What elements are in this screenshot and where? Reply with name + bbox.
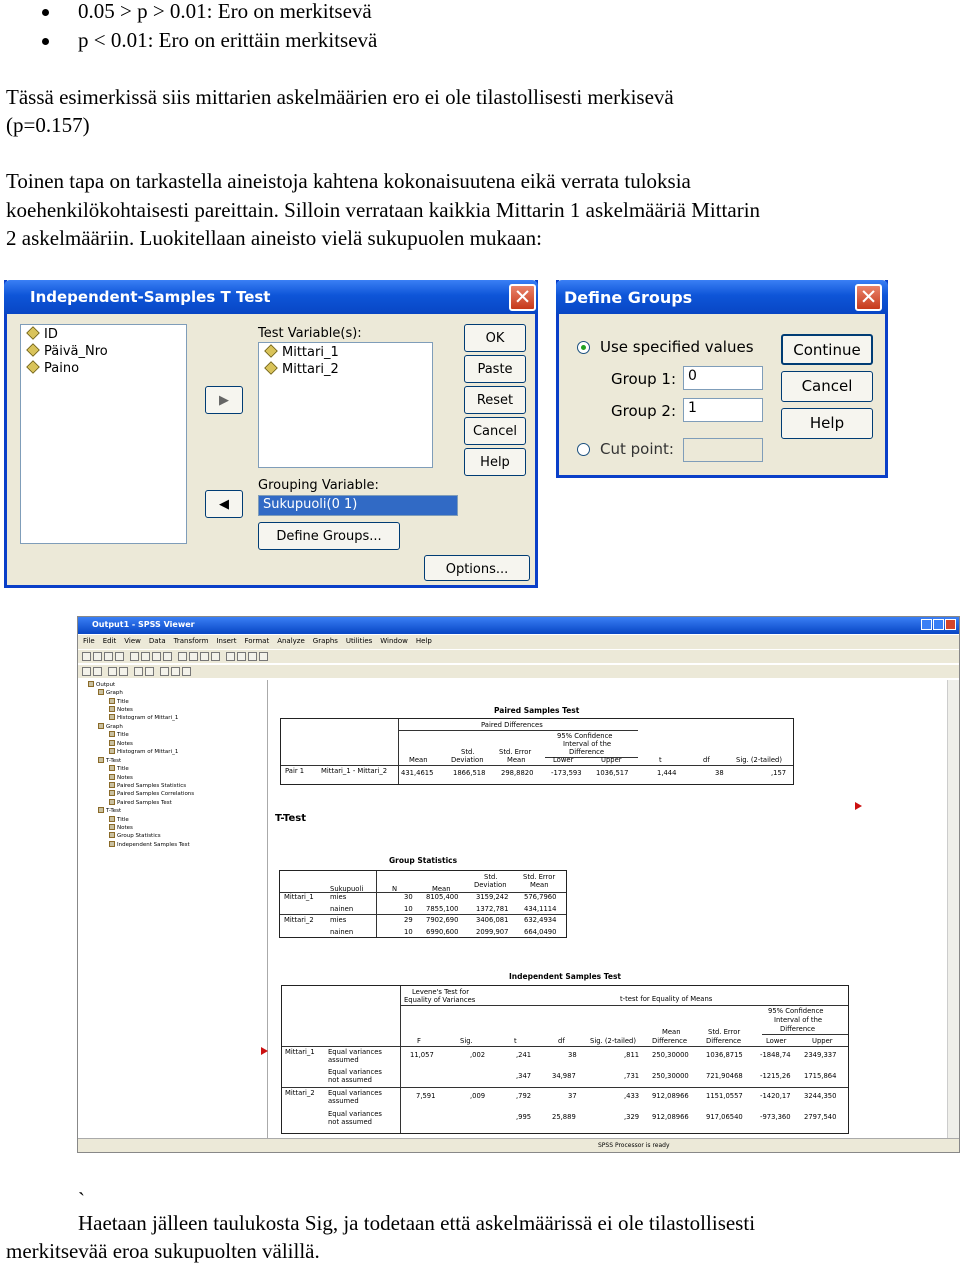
table-header: Mean [662,1028,681,1036]
test-variable-list[interactable] [258,342,433,468]
table-cell: 2349,337 [804,1051,837,1059]
table-cell: ,241 [516,1051,532,1059]
chart-icon [109,748,115,754]
table-cell: ,792 [516,1092,532,1100]
table-cell: 10 [404,905,413,913]
page-icon [109,740,115,746]
table-cell: 250,30000 [652,1051,689,1059]
table-header: Lower [766,1037,787,1045]
table-cell: 1,444 [657,769,677,777]
list-item[interactable]: Mittari_1 [265,345,339,360]
table-header: Difference [569,748,605,756]
paired-test-title: Paired Samples Test [494,706,580,715]
tree-item[interactable]: Graph [98,723,123,730]
tree-item[interactable]: Title [109,765,129,772]
outline-toolbar [78,664,959,678]
define-groups-dialog [556,280,888,478]
conclusion-line: merkitsevää eroa sukupuolten välillä. [6,1239,320,1263]
table-cell: Equal variances [328,1068,382,1076]
table-header: t [514,1037,517,1045]
use-specified-radio[interactable] [577,341,590,354]
move-left-button[interactable]: ◀ [205,490,243,518]
define-groups-button[interactable]: Define Groups... [258,522,400,550]
reset-button[interactable]: Reset [464,386,526,414]
table-cell: -173,593 [551,769,582,777]
tree-item[interactable]: Notes [109,774,133,781]
table-header: Paired Differences [481,721,543,729]
table-cell: ,009 [470,1092,486,1100]
tree-item[interactable]: T-Test [98,757,121,764]
group2-label: Group 2: [611,402,677,420]
table-cell: 7,591 [416,1092,436,1100]
table-cell: 2797,540 [804,1113,837,1121]
table-cell: 1372,781 [476,905,509,913]
restore-icon[interactable] [933,619,944,630]
cancel-button[interactable]: Cancel [464,417,526,445]
menu-bar [78,635,959,649]
menu-edit[interactable]: Edit [102,637,117,645]
variable-icon [26,326,40,340]
variable-icon [264,361,278,375]
paragraph-line: Toinen tapa on tarkastella aineistoja kahtena kokonaisuutena eikä verrata tuloksia [6,169,691,193]
table-cell: ,157 [771,769,787,777]
table-header: Sig. [460,1037,473,1045]
dialog-title: Independent-Samples T Test [4,280,538,314]
bullet-dot [42,38,49,45]
print-icon[interactable] [104,652,113,661]
ok-button[interactable]: OK [464,324,526,352]
table-cell: -1215,26 [760,1072,791,1080]
tree-item[interactable]: Notes [109,740,133,747]
table-cell: -973,360 [760,1113,791,1121]
table-cell: 29 [404,916,413,924]
table-cell: ,731 [624,1072,640,1080]
table-header: t [659,756,662,764]
table-header: Mean [432,885,451,893]
table-icon [109,782,115,788]
table-rule [398,719,399,784]
ttest-heading: T-Test [275,813,307,824]
close-icon[interactable]: ✕ [855,284,882,311]
table-header: Mean [409,756,428,764]
book-icon [98,723,104,729]
table-rule [762,1034,848,1035]
text-icon[interactable] [182,667,191,676]
red-arrow-icon [855,802,862,810]
table-rule [282,1046,848,1047]
table-cell: 721,90468 [706,1072,743,1080]
table-cell: ,433 [624,1092,640,1100]
table-cell: nainen [330,905,354,913]
table-cell: assumed [328,1097,359,1105]
table-cell: 1036,8715 [706,1051,743,1059]
paste-button[interactable]: Paste [464,355,526,383]
table-cell: 10 [404,928,413,936]
menu-transform[interactable]: Transform [173,637,209,645]
table-cell: ,002 [470,1051,486,1059]
table-header: Upper [812,1037,833,1045]
table-header: Lower [553,756,574,764]
bullet-dot [42,9,49,16]
cut-point-label: Cut point: [600,440,674,458]
table-header: Deviation [474,881,507,889]
menu-insert[interactable]: Insert [216,637,237,645]
table-cell: mies [330,893,347,901]
save-icon[interactable] [93,652,102,661]
table-cell: 3244,350 [804,1092,837,1100]
table-cell: 917,06540 [706,1113,743,1121]
tree-item[interactable]: Title [109,731,129,738]
window-controls[interactable] [921,619,957,631]
table-header: F [417,1037,421,1045]
heading-icon[interactable] [160,667,169,676]
cancel-button[interactable]: Cancel [781,371,873,402]
tree-item[interactable]: Histogram of Mittari_1 [109,748,178,755]
group2-field[interactable]: 1 [683,398,763,422]
hide-icon[interactable] [145,667,154,676]
tick-mark: ˏ [78,1172,85,1196]
table-cell: ,329 [624,1113,640,1121]
table-icon [109,832,115,838]
recall-icon[interactable] [141,652,150,661]
split-icon[interactable] [226,652,235,661]
table-cell: 34,987 [552,1072,576,1080]
collapse-icon[interactable] [119,667,128,676]
group-stats-title: Group Statistics [389,856,458,865]
table-icon [109,790,115,796]
show-icon[interactable] [134,667,143,676]
table-cell: 11,057 [410,1051,434,1059]
grouping-variable-label: Grouping Variable: [258,478,379,493]
table-cell: 3406,081 [476,916,509,924]
tree-item[interactable]: Notes [109,706,133,713]
table-header: df [558,1037,565,1045]
table-header: Difference [706,1037,742,1045]
paragraph-line: Tässä esimerkissä siis mittarien askelmäärien ero ei ole tilastollisesti merkisevä [6,85,674,109]
window-title: Output1 - SPSS Viewer [78,617,959,634]
goto-icon[interactable] [163,652,172,661]
dialog-title: Define Groups [556,280,888,314]
table-header: Levene's Test for [412,988,470,996]
menu-file[interactable]: File [83,637,95,645]
menu-graphs[interactable]: Graphs [312,637,338,645]
page-icon [109,706,115,712]
title-icon[interactable] [171,667,180,676]
tree-item[interactable]: Histogram of Mittari_1 [109,714,178,721]
variables-icon[interactable] [178,652,187,661]
list-item[interactable]: Päivä_Nro [27,344,108,359]
table-cell: Equal variances [328,1089,382,1097]
table-cell: 912,08966 [652,1092,689,1100]
table-header: Std. Error [523,873,556,881]
table-cell: 632,4934 [524,916,557,924]
continue-button[interactable]: Continue [781,334,873,365]
page-icon [109,765,115,771]
group1-field[interactable]: 0 [683,366,763,390]
table-cell: 38 [568,1051,577,1059]
tree-item[interactable]: Paired Samples Statistics [109,782,186,789]
table-header: Equality of Variances [404,996,476,1004]
table-cell: 7855,100 [426,905,459,913]
table-rule [280,914,566,915]
grouping-variable-field[interactable]: Sukupuoli(0 1) [258,495,458,516]
menu-view[interactable]: View [124,637,141,645]
table-header: Sukupuoli [330,885,364,893]
tree-item[interactable]: Title [109,698,129,705]
table-cell: 1036,517 [596,769,629,777]
paragraph-line: koehenkilökohtaisesti pareittain. Silloin verrataan kaikkia Mittarin 1 askelmääriä Mittarin [6,198,761,222]
tree-item[interactable]: T-Test [98,807,121,814]
table-cell: 1151,0557 [706,1092,743,1100]
menu-data[interactable]: Data [148,637,166,645]
table-cell: 8105,400 [426,893,459,901]
table-cell: 298,8820 [501,769,534,777]
page-icon [109,698,115,704]
table-header: 95% Confidence [768,1007,824,1015]
variable-icon [26,360,40,374]
table-cell: 912,08966 [652,1113,689,1121]
list-item[interactable]: Paino [27,361,79,376]
table-cell: 38 [715,769,724,777]
cut-point-radio[interactable] [577,443,590,456]
preview-icon[interactable] [115,652,124,661]
test-variable-label: Test Variable(s): [258,326,362,341]
bullet-2: p < 0.01: Ero on erittäin merkitsevä [78,28,378,52]
table-rule [400,986,401,1133]
table-cell: 3159,242 [476,893,509,901]
arrow-right-icon[interactable] [93,667,102,676]
find-icon[interactable] [189,652,198,661]
page-icon [109,816,115,822]
paragraph-line: (p=0.157) [6,113,90,137]
help-button[interactable]: Help [464,448,526,476]
table-cell: 434,1114 [524,905,557,913]
group-stats-table [279,870,567,938]
cut-point-field[interactable] [683,438,763,462]
select-icon[interactable] [248,652,257,661]
vertical-scrollbar[interactable] [947,680,959,1138]
tree-item[interactable]: Title [109,816,129,823]
export-icon[interactable] [130,652,139,661]
table-cell: 37 [568,1092,577,1100]
table-header: Interval of the [563,740,612,748]
page-icon [109,731,115,737]
red-arrow-icon [261,1047,268,1055]
table-header: Std. [461,748,475,756]
table-header: N [392,885,398,893]
output-pane [269,680,947,1138]
table-cell: 7902,690 [426,916,459,924]
tree-item[interactable]: Independent Samples Test [109,841,190,848]
table-cell: Mittari_2 [284,916,314,924]
ttest-dialog [4,280,538,588]
tree-item[interactable]: Paired Samples Test [109,799,172,806]
table-cell: Equal variances [328,1110,382,1118]
table-header: Deviation [451,756,484,764]
list-item[interactable]: ID [27,327,58,342]
menu-utilities[interactable]: Utilities [345,637,373,645]
table-cell: 1715,864 [804,1072,837,1080]
table-rule [376,871,377,937]
menu-format[interactable]: Format [244,637,270,645]
table-cell: Mittari_1 - Mittari_2 [321,767,388,775]
table-cell: 30 [404,893,413,901]
table-icon [109,841,115,847]
table-header: Std. Error [499,748,532,756]
table-cell: Mittari_2 [285,1089,315,1097]
table-cell: 576,7960 [524,893,557,901]
move-right-button[interactable]: ▶ [205,386,243,414]
table-rule [281,765,793,766]
table-cell: 1866,518 [453,769,486,777]
chart-icon [109,714,115,720]
close-icon[interactable] [945,619,956,630]
table-cell: nainen [330,928,354,936]
table-header: Std. Error [708,1028,741,1036]
conclusion-line: Haetaan jälleen taulukosta Sig, ja todetaan että askelmäärissä ei ole tilastollisesti [78,1211,756,1235]
table-cell: not assumed [328,1118,372,1126]
table-cell: assumed [328,1056,359,1064]
spss-viewer-window [77,616,960,1153]
table-cell: Mittari_1 [285,1048,315,1056]
weight-icon[interactable] [237,652,246,661]
book-icon [98,757,104,763]
table-cell: Mittari_1 [284,893,314,901]
outline-tree [78,680,268,1138]
paragraph-line: 2 askelmääriin. Luokitellaan aineisto vielä sukupuolen mukaan: [6,226,542,250]
table-header: Mean [507,756,526,764]
table-header: Interval of the [774,1016,823,1024]
table-rule [400,1005,848,1006]
help-button[interactable]: Help [781,408,873,439]
table-cell: Pair 1 [285,767,305,775]
table-rule [398,730,638,731]
table-header: Sig. (2-tailed) [736,756,783,764]
tree-item[interactable]: Notes [109,824,133,831]
table-cell: 25,889 [552,1113,576,1121]
page-icon [109,774,115,780]
table-cell: not assumed [328,1076,372,1084]
paired-test-table [280,718,794,785]
variable-icon [26,343,40,357]
table-rule [282,1087,848,1088]
table-cell: 250,30000 [652,1072,689,1080]
insert-var-icon[interactable] [211,652,220,661]
table-header: Upper [601,756,622,764]
page-icon [109,824,115,830]
table-cell: -1848,74 [760,1051,791,1059]
labels-icon[interactable] [259,652,268,661]
indep-test-title: Independent Samples Test [509,972,622,981]
source-variable-list[interactable] [20,324,187,544]
arrow-left-icon[interactable] [82,667,91,676]
tree-item[interactable]: Output [88,681,115,688]
book-icon [98,689,104,695]
menu-analyze[interactable]: Analyze [277,637,305,645]
table-icon [109,799,115,805]
book-icon [98,807,104,813]
table-header: t-test for Equality of Means [620,995,713,1003]
menu-help[interactable]: Help [415,637,432,645]
table-cell: ,995 [516,1113,532,1121]
table-header: Difference [780,1025,816,1033]
book-icon [88,681,94,687]
use-specified-label: Use specified values [600,338,754,356]
close-icon[interactable]: ✕ [509,284,536,311]
indep-test-table [281,985,849,1134]
table-header: Std. [484,873,498,881]
table-cell: Equal variances [328,1048,382,1056]
tree-item[interactable]: Graph [98,689,123,696]
table-header: Difference [652,1037,688,1045]
table-cell: 6990,600 [426,928,459,936]
table-header: df [703,756,710,764]
expand-icon[interactable] [108,667,117,676]
tree-item[interactable]: Group Statistics [109,832,161,839]
table-cell: ,811 [624,1051,640,1059]
tree-item[interactable]: Paired Samples Correlations [109,790,194,797]
minimize-icon[interactable] [921,619,932,630]
options-button[interactable]: Options... [424,555,530,581]
variable-icon [264,344,278,358]
undo-icon[interactable] [152,652,161,661]
table-header: 95% Confidence [557,732,613,740]
open-icon[interactable] [82,652,91,661]
group1-label: Group 1: [611,370,677,388]
table-cell: mies [330,916,347,924]
table-cell: -1420,17 [760,1092,791,1100]
list-item[interactable]: Mittari_2 [265,362,339,377]
insert-case-icon[interactable] [200,652,209,661]
table-cell: 2099,907 [476,928,509,936]
toolbar [78,649,959,663]
table-cell: ,347 [516,1072,532,1080]
bullet-1: 0.05 > p > 0.01: Ero on merkitsevä [78,0,372,23]
menu-window[interactable]: Window [380,637,408,645]
table-cell: 431,4615 [401,769,434,777]
table-cell: 664,0490 [524,928,557,936]
table-header: Sig. (2-tailed) [590,1037,637,1045]
status-bar: SPSS Processor is ready [78,1138,959,1152]
table-header: Mean [530,881,549,889]
